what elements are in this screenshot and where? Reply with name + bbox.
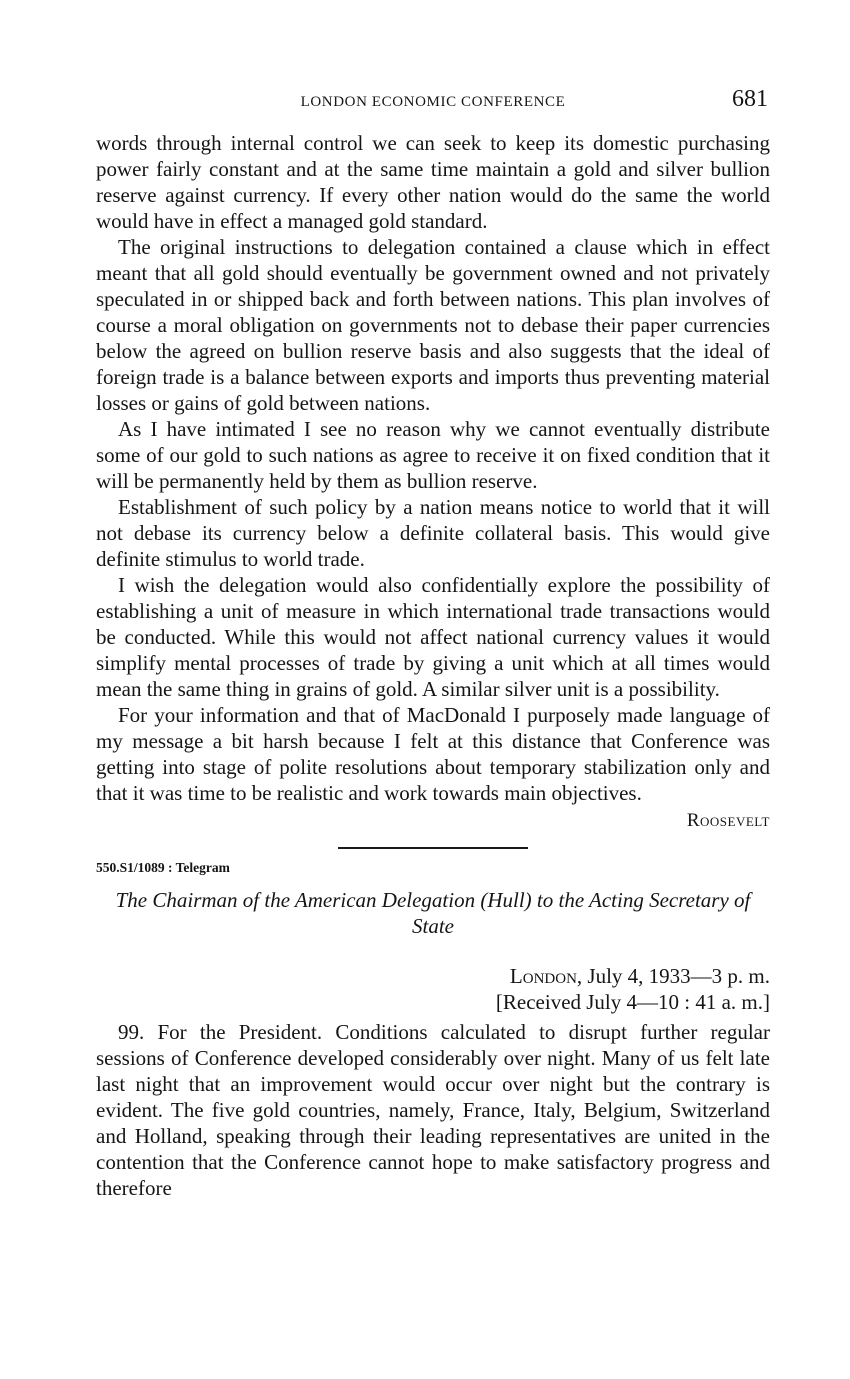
- page-header: [96, 86, 770, 122]
- running-head: LONDON ECONOMIC CONFERENCE: [300, 94, 566, 110]
- page-number: 681: [732, 86, 768, 112]
- dateline-date-time: , July 4, 1933—3 p. m.: [576, 964, 770, 988]
- document-page: [96, 86, 770, 1201]
- paragraph-original-instructions: The original instructions to delegation contained a clause which in effect meant that all gold should eventually be government owned and not privately speculated in or shipped back and forth between nations. This plan involves of course a moral obligation on governments not to debase their paper currencies below the agreed on bullion reserve basis and also suggests that the ideal of foreign trade is a balance between exports and imports thus preventing material losses or gains of gold between nations.: [96, 235, 770, 415]
- paragraph-unit-of-measure: I wish the delegation would also confidentially explore the possibility of establishing a unit of measure in which international trade transactions would be conducted. While this would not affect national currency values it would simplify mental processes of trade by giving a unit which at all times would mean the same thing in grains of gold. A similar silver unit is a possibility.: [96, 573, 770, 701]
- received-line: [Received July 4—10 : 41 a. m.]: [495, 990, 770, 1014]
- paragraph-for-your-information: For your information and that of MacDonald I purposely made language of my message a bit harsh because I felt at this distance that Conference was getting into stage of polite resolutions about temporary stabilization only and that it was time to be realistic and work towards main objectives.: [96, 703, 770, 805]
- document-title: The Chairman of the American Delegation (Hull) to the Acting Secretary of State: [115, 888, 751, 938]
- paragraph-telegram-99: 99. For the President. Conditions calculated to disrupt further regular sessions of Conference developed considerably over night. Many of us felt late last night that an improvement would occur over night but the contrary is evident. The five gold countries, namely, France, Italy, Belgium, Switzerland and Holland, speaking through their leading representatives are united in the contention that the Conference cannot hope to make satisfactory progress and therefore: [96, 1020, 770, 1200]
- dateline-place: London: [509, 964, 577, 988]
- dateline: [96, 963, 770, 989]
- file-reference: 550.S1/1089 : Telegram: [96, 860, 230, 875]
- paragraph-establishment-policy: Establishment of such policy by a nation means notice to world that it will not debase its currency below a definite collateral basis. This would give definite stimulus to world trade.: [96, 495, 770, 571]
- signature-roosevelt: Roosevelt: [686, 810, 770, 831]
- paragraph-continuation: words through internal control we can seek to keep its domestic purchasing power fairly constant and at the same time maintain a gold and silver bullion reserve against currency. If every other nation would do the same the world would have in effect a managed gold standard.: [96, 131, 770, 233]
- paragraph-distribute-gold: As I have intimated I see no reason why we cannot eventually distribute some of our gold to such nations as agree to receive it on fixed condition that it will be permanently held by them as bullion reserve.: [96, 417, 770, 493]
- section-divider: [338, 847, 528, 849]
